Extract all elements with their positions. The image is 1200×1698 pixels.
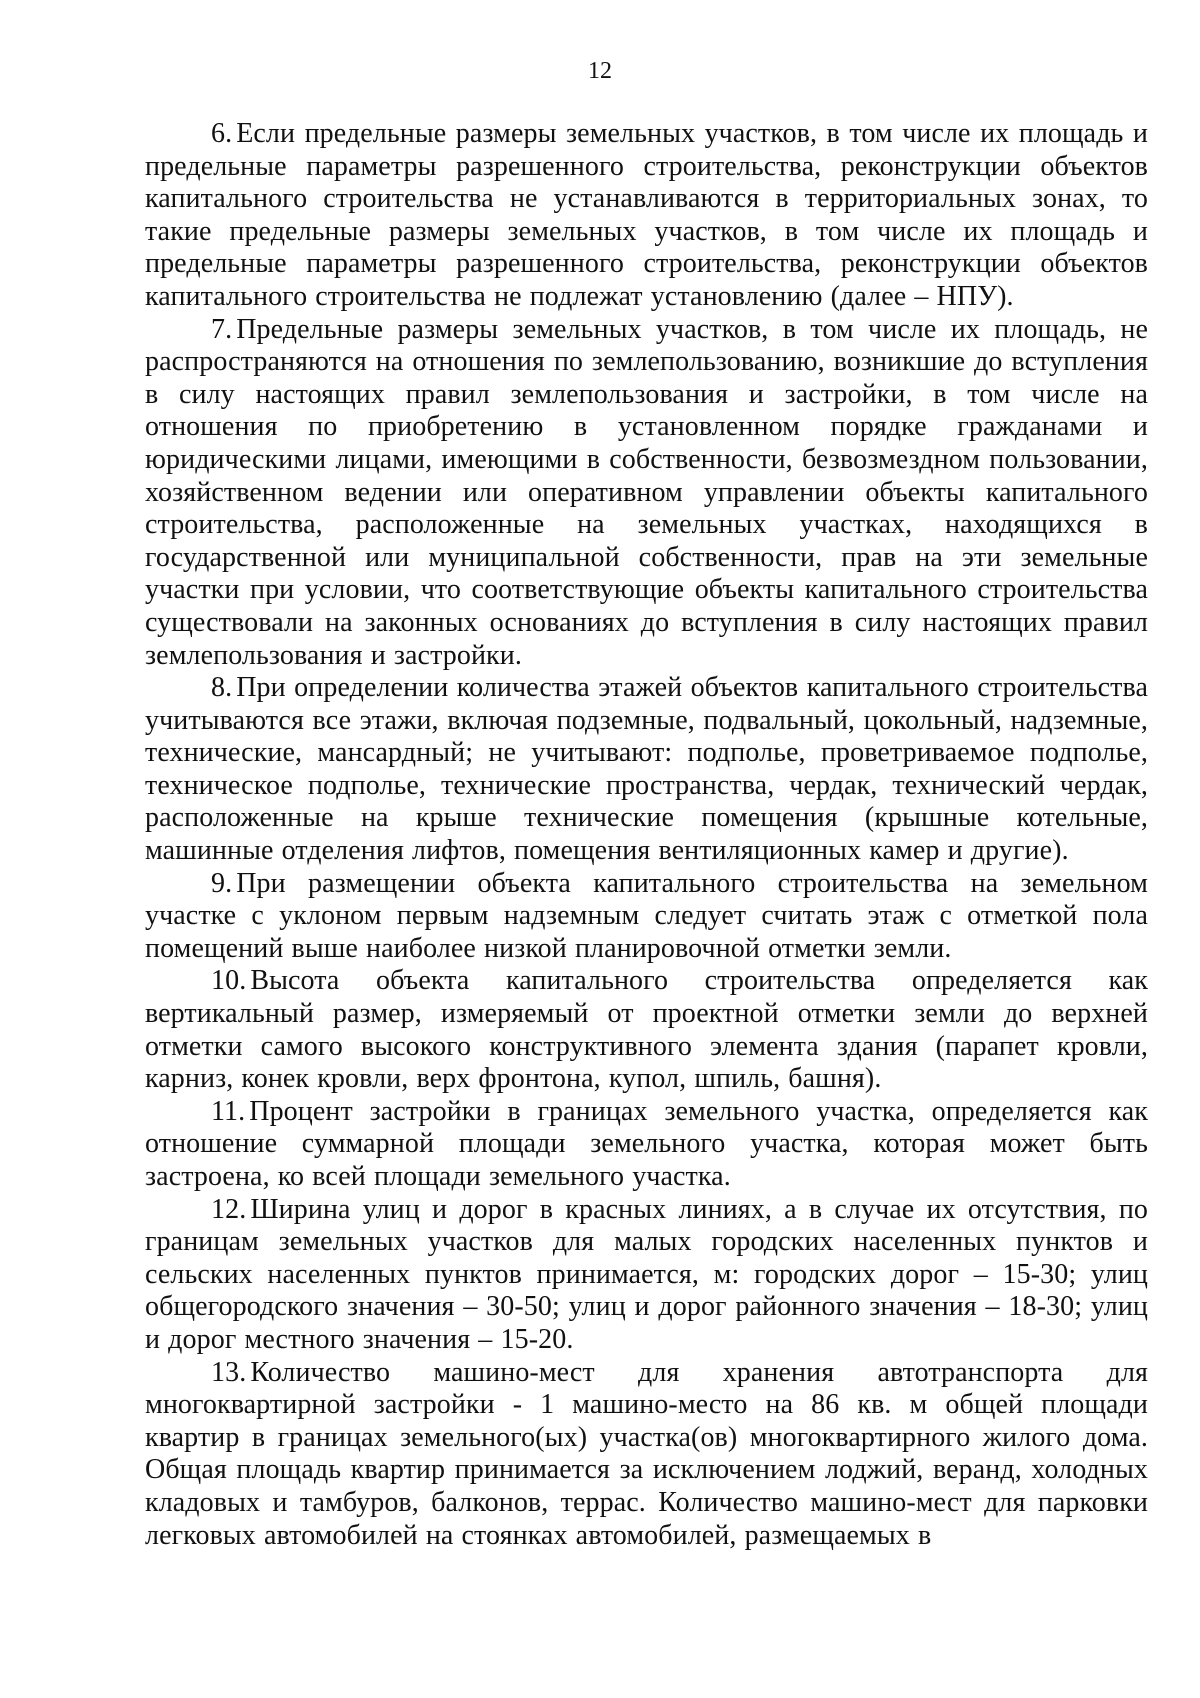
- paragraph-11: [145, 1096, 1148, 1194]
- paragraph-number: 9.: [211, 867, 233, 899]
- paragraph-number: 13.: [211, 1356, 247, 1388]
- paragraph-number: 8.: [211, 672, 233, 704]
- paragraph-number: 7.: [211, 313, 233, 345]
- paragraph-text: Процент застройки в границах земельного участка, определяется как отношение суммарной площади земельного участка, которая может быть застроена, ко всей площади земельного участка.: [145, 1095, 1148, 1192]
- paragraph-number: 12.: [211, 1193, 247, 1225]
- paragraph-6: [145, 118, 1148, 314]
- paragraph-10: [145, 965, 1148, 1095]
- paragraph-text: Предельные размеры земельных участков, в том числе их площадь, не распространяются на отношения по землепользованию, возникшие до вступления в силу настоящих правил землепользования и застройки, в том числе на отношения по приобретению в установленном порядке гражданами и юридическими лицами, имеющими в собственности, безвозмездном пользовании, хозяйственном ведении или оперативном управлении объекты капитального строительства, расположенные на земельных участках, находящихся в государственной или муниципальной собственности, прав на эти земельные участки при условии, что соответствующие объекты капитального строительства существовали на законных основаниях до вступления в силу настоящих правил землепользования и застройки.: [145, 313, 1148, 671]
- paragraph-text: Если предельные размеры земельных участков, в том числе их площадь и предельные параметры разрешенного строительства, реконструкции объектов капитального строительства не устанавливаются в территориальных зонах, то такие предельные размеры земельных участков, в том числе их площадь и предельные параметры разрешенного строительства, реконструкции объектов капитального строительства не подлежат установлению (далее – НПУ).: [145, 118, 1148, 312]
- paragraph-text: Высота объекта капитального строительства определяется как вертикальный размер, измеряемый от проектной отметки земли до верхней отметки самого высокого конструктивного элемента здания (парапет кровли, карниз, конек кровли, верх фронтона, купол, шпиль, башня).: [145, 965, 1148, 1095]
- paragraph-text: При определении количества этажей объектов капитального строительства учитываются все этажи, включая подземные, подвальный, цокольный, надземные, технические, мансардный; не учитывают: подполье, проветриваемое подполье, техническое подполье, технические пространства, чердак, технический чердак, расположенные на крыше технические помещения (крышные котельные, машинные отделения лифтов, помещения вентиляционных камер и другие).: [145, 672, 1148, 867]
- paragraph-number: 6.: [211, 118, 233, 149]
- paragraph-text: При размещении объекта капитального строительства на земельном участке с уклоном первым надземным следует считать этаж с отметкой пола помещений выше наиболее низкой планировочной отметки земли.: [145, 867, 1148, 964]
- paragraph-13: [145, 1357, 1148, 1553]
- page-number: 12: [588, 58, 612, 84]
- paragraph-number: 10.: [211, 965, 247, 997]
- paragraph-text: Ширина улиц и дорог в красных линиях, а в случае их отсутствия, по границам земельных участков для малых городских населенных пунктов и сельских населенных пунктов принимается, м: городских дорог – 15-30; улиц общегородского значения – 30-50; улиц и дорог районного значения – 18-30; улиц и дорог местного значения – 15-20.: [145, 1193, 1148, 1355]
- paragraph-7: [145, 314, 1148, 673]
- paragraph-8: [145, 672, 1148, 868]
- paragraph-number: 11.: [211, 1095, 246, 1127]
- paragraph-text: Количество машино-мест для хранения автотранспорта для многоквартирной застройки - 1 машино-место на 86 кв. м общей площади квартир в границах земельного(ых) участка(ов) многоквартирного жилого дома. Общая площадь квартир принимается за исключением лоджий, веранд, холодных кладовых и тамбуров, балконов, террас. Количество машино-мест для парковки легковых автомобилей на стоянках автомобилей, размещаемых в: [145, 1356, 1148, 1551]
- document-body: [145, 118, 1148, 1552]
- paragraph-9: [145, 868, 1148, 966]
- paragraph-12: [145, 1194, 1148, 1357]
